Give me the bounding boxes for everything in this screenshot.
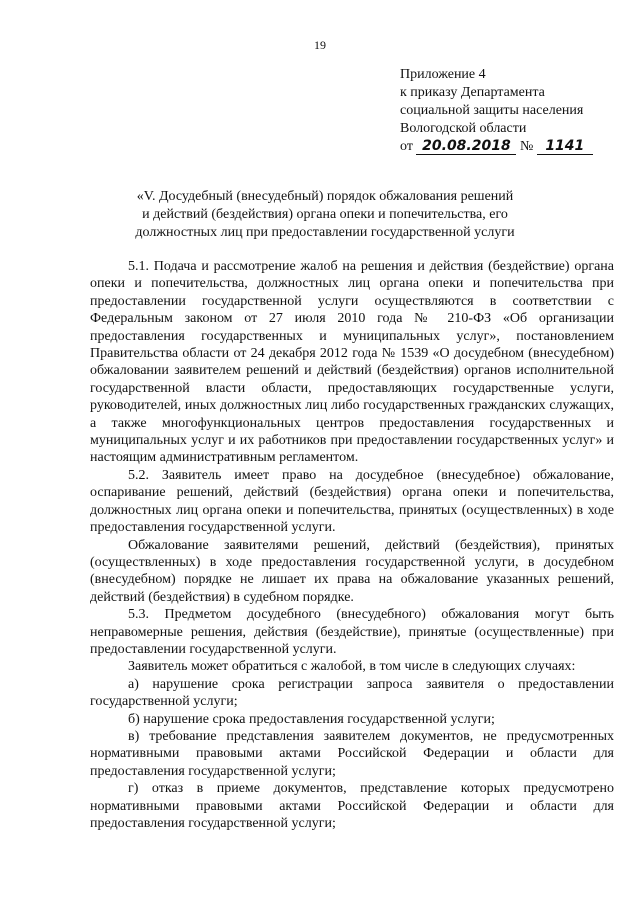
- paragraph-5-2: 5.2. Заявитель имеет право на досудебное (внесудебное) обжалование, оспаривание решений, действий (бездействия) органа опеки и попечительства, должностных лиц органа опеки и попечительства, принятых (осуществленных) в ходе предоставления государственной услуги.: [90, 467, 614, 536]
- number-sign: №: [519, 139, 534, 154]
- appendix-region-line: Вологодской области: [400, 121, 527, 136]
- appendix-block: [400, 66, 625, 156]
- paragraph-cases-intro: Заявитель может обратиться с жалобой, в том числе в следующих случаях:: [128, 659, 576, 675]
- handwritten-date: 20.08.2018: [416, 138, 516, 155]
- document-body: [90, 258, 614, 832]
- appendix-date-line: [400, 138, 625, 156]
- paragraph-5-3: 5.3. Предметом досудебного (внесудебного) обжалования могут быть неправомерные решения, действия (бездействие), принятые (осуществленные) при предоставлении государственной услуги.: [90, 607, 614, 657]
- date-prefix: от: [400, 139, 413, 154]
- appendix-title: Приложение 4: [400, 67, 486, 82]
- list-item-b: б) нарушение срока предоставления государственной услуги;: [128, 711, 495, 727]
- heading-line-3: должностных лиц при предоставлении государственной услуги: [135, 225, 515, 240]
- list-item-g: г) отказ в приеме документов, представление которых предусмотрено нормативными правовыми актами Российской Федерации и области для предоставления государственной услуги;: [90, 781, 614, 831]
- page-number: 19: [314, 38, 326, 52]
- list-item-v: в) требование представления заявителем документов, не предусмотренных нормативными правовыми актами Российской Федерации и области для предоставления государственной услуги;: [90, 728, 614, 779]
- paragraph-5-1: 5.1. Подача и рассмотрение жалоб на решения и действия (бездействие) органа опеки и попечительства, должностных лиц органа опеки и попечительства при предоставлении государственной услуги осуществляются в соответствии с Федеральным законом от 27 июля 2010 года № 210-ФЗ «Об организации предоставления государственных и муниципальных услуг», постановлением Правительства области от 24 декабря 2012 года № 1539 «О досудебном (внесудебном) обжаловании заявителем решений и действий (бездействия) органов исполнительной государственной власти области, предоставляющих государственные услуги, руководителей, иных должностных лиц либо государственных гражданских служащих, а также многофункциональных центров предоставления государственных и муниципальных услуг и их работников при предоставлении государственных услуг» и настоящим административным регламентом.: [90, 259, 614, 466]
- handwritten-number: 1141: [537, 138, 593, 155]
- paragraph-appeal-rights: Обжалование заявителями решений, действий (бездействия), принятых (осуществленных) в ходе предоставления государственной услуги, в досудебном (внесудебном) порядке не лишает их права на обжалование указанных решений, действий (бездействия) в судебном порядке.: [90, 537, 614, 605]
- section-heading: [90, 188, 560, 242]
- appendix-department-line: социальной защиты населения: [400, 103, 584, 118]
- heading-line-2: и действий (бездействия) органа опеки и попечительства, его: [142, 207, 508, 222]
- list-item-a: а) нарушение срока регистрации запроса заявителя о предоставлении государственной услуги;: [90, 676, 614, 710]
- heading-line-1: «V. Досудебный (внесудебный) порядок обжалования решений: [136, 189, 514, 204]
- appendix-order-line: к приказу Департамента: [400, 85, 545, 100]
